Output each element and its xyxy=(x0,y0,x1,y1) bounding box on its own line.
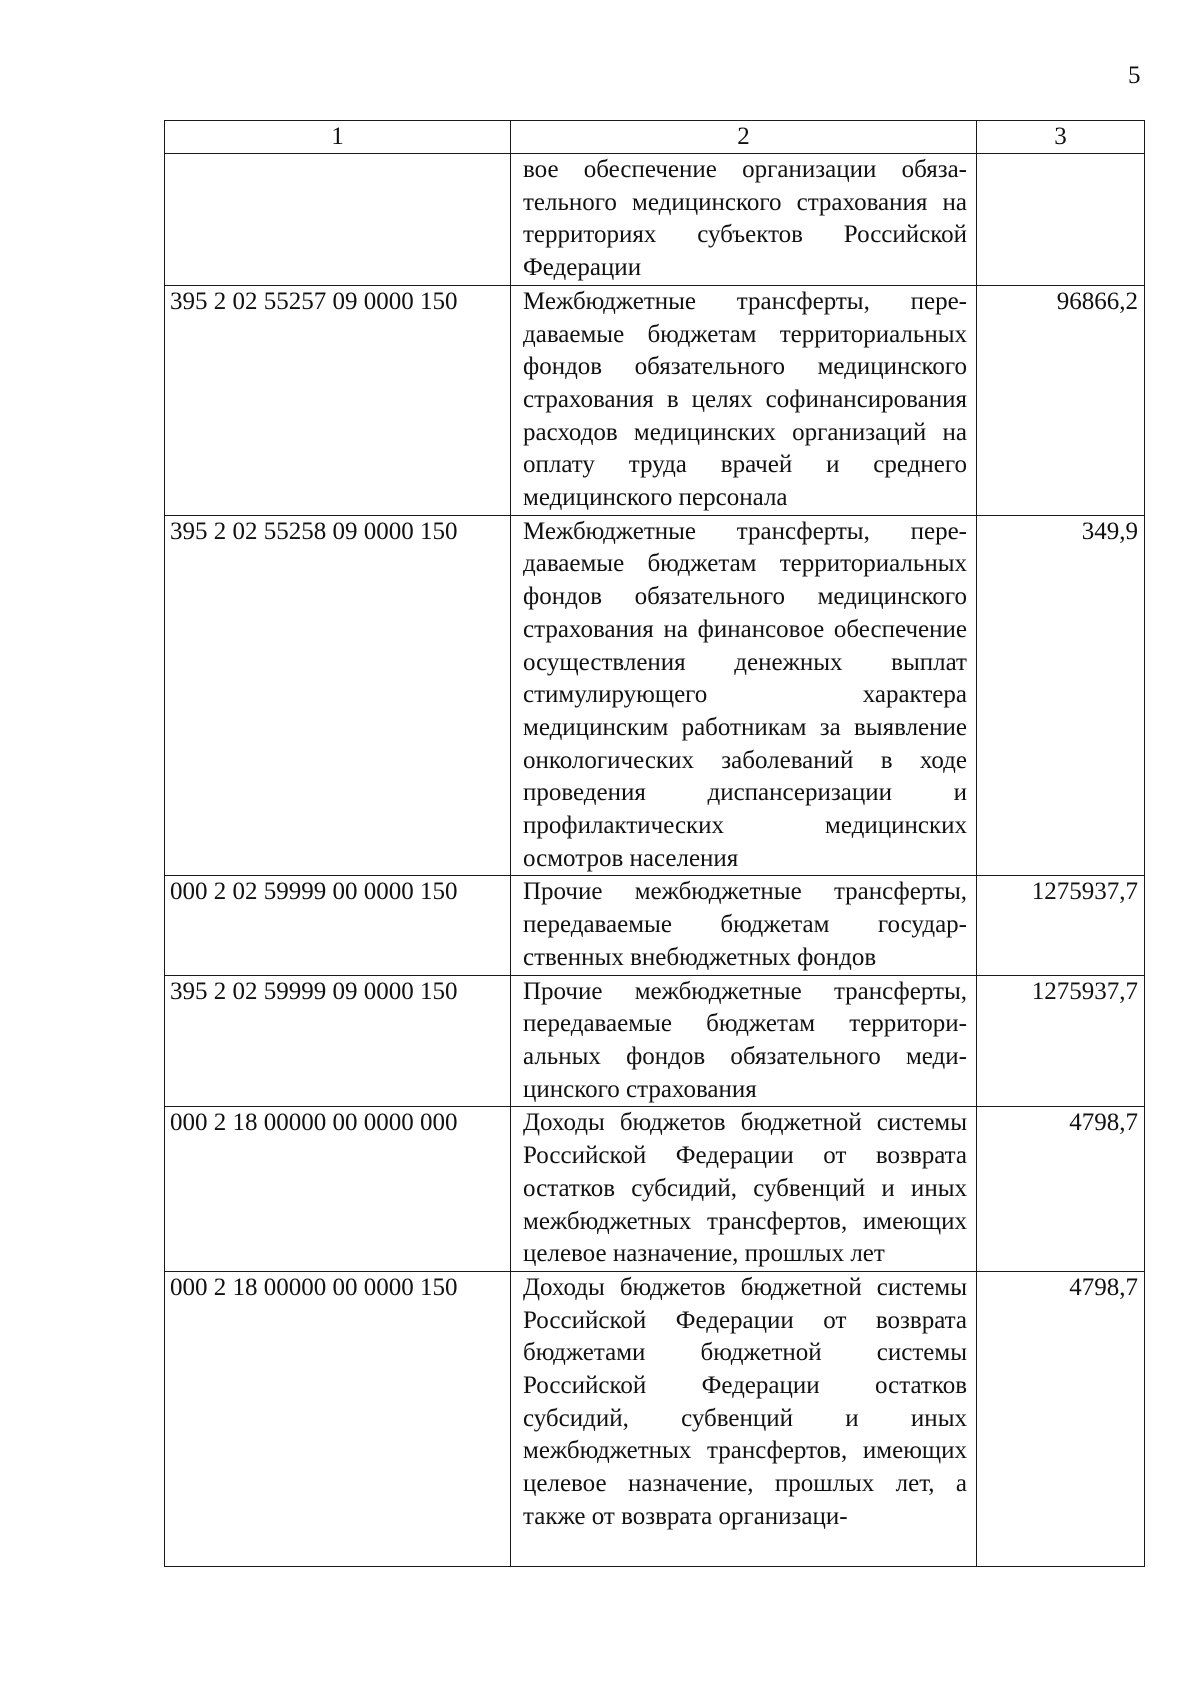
classification-code: 395 2 02 55257 09 0000 150 xyxy=(165,285,511,515)
amount-value: 4798,7 xyxy=(977,1107,1145,1272)
classification-code: 395 2 02 55258 09 0000 150 xyxy=(165,515,511,876)
revenue-name: Доходы бюджетов бюджетной системы Российской Федерации от возврата остатков субсидий, субвенций и иных межбюджетных трансфертов, имеющих целевое назначение, прошлых лет xyxy=(511,1107,977,1272)
column-header-amount: 3 xyxy=(977,121,1145,154)
amount-value: 349,9 xyxy=(977,515,1145,876)
revenue-name: Прочие межбюджетные трансферты, передаваемые бюджетам территориальных фондов обязательного медицинского страхования xyxy=(511,975,977,1107)
column-header-name: 2 xyxy=(511,121,977,154)
table-row xyxy=(165,285,1145,515)
revenue-name: вое обеспечение организации обязательного медицинского страхования на территориях субъектов Российской Федерации xyxy=(511,154,977,286)
amount-value xyxy=(977,154,1145,286)
classification-code: 000 2 18 00000 00 0000 000 xyxy=(165,1107,511,1272)
amount-value: 96866,2 xyxy=(977,285,1145,515)
revenue-name: Межбюджетные трансферты, передаваемые бюджетам территориальных фондов обязательного медицинского страхования в целях софинансирования расходов медицинских организаций на оплату труда врачей и среднего медицинского персонала xyxy=(511,285,977,515)
revenue-name: Доходы бюджетов бюджетной системы Российской Федерации от возврата бюджетами бюджетной системы Российской Федерации остатков субсидий, субвенций и иных межбюджетных трансфертов, имеющих целевое назначение, прошлых лет, а также от возврата организаци- xyxy=(511,1271,977,1566)
table-row xyxy=(165,876,1145,975)
table-row xyxy=(165,515,1145,876)
classification-code: 000 2 02 59999 00 0000 150 xyxy=(165,876,511,975)
amount-value: 4798,7 xyxy=(977,1271,1145,1566)
revenue-name: Межбюджетные трансферты, передаваемые бюджетам территориальных фондов обязательного медицинского страхования на финансовое обеспечение осуществления денежных выплат стимулирующего характера медицинским работникам за выявление онкологических заболеваний в ходе проведения диспансеризации и профилактических медицинских осмотров населения xyxy=(511,515,977,876)
amount-value: 1275937,7 xyxy=(977,876,1145,975)
table-row xyxy=(165,975,1145,1107)
page-number: 5 xyxy=(1128,62,1141,89)
classification-code xyxy=(165,154,511,286)
table-row xyxy=(165,154,1145,286)
classification-code: 000 2 18 00000 00 0000 150 xyxy=(165,1271,511,1566)
table-row xyxy=(165,1271,1145,1566)
classification-code: 395 2 02 59999 09 0000 150 xyxy=(165,975,511,1107)
column-header-code: 1 xyxy=(165,121,511,154)
revenue-name: Прочие межбюджетные трансферты, передаваемые бюджетам государственных внебюджетных фондов xyxy=(511,876,977,975)
table-header-row xyxy=(165,121,1145,154)
amount-value: 1275937,7 xyxy=(977,975,1145,1107)
table-row xyxy=(165,1107,1145,1272)
budget-revenue-table xyxy=(164,120,1145,1567)
